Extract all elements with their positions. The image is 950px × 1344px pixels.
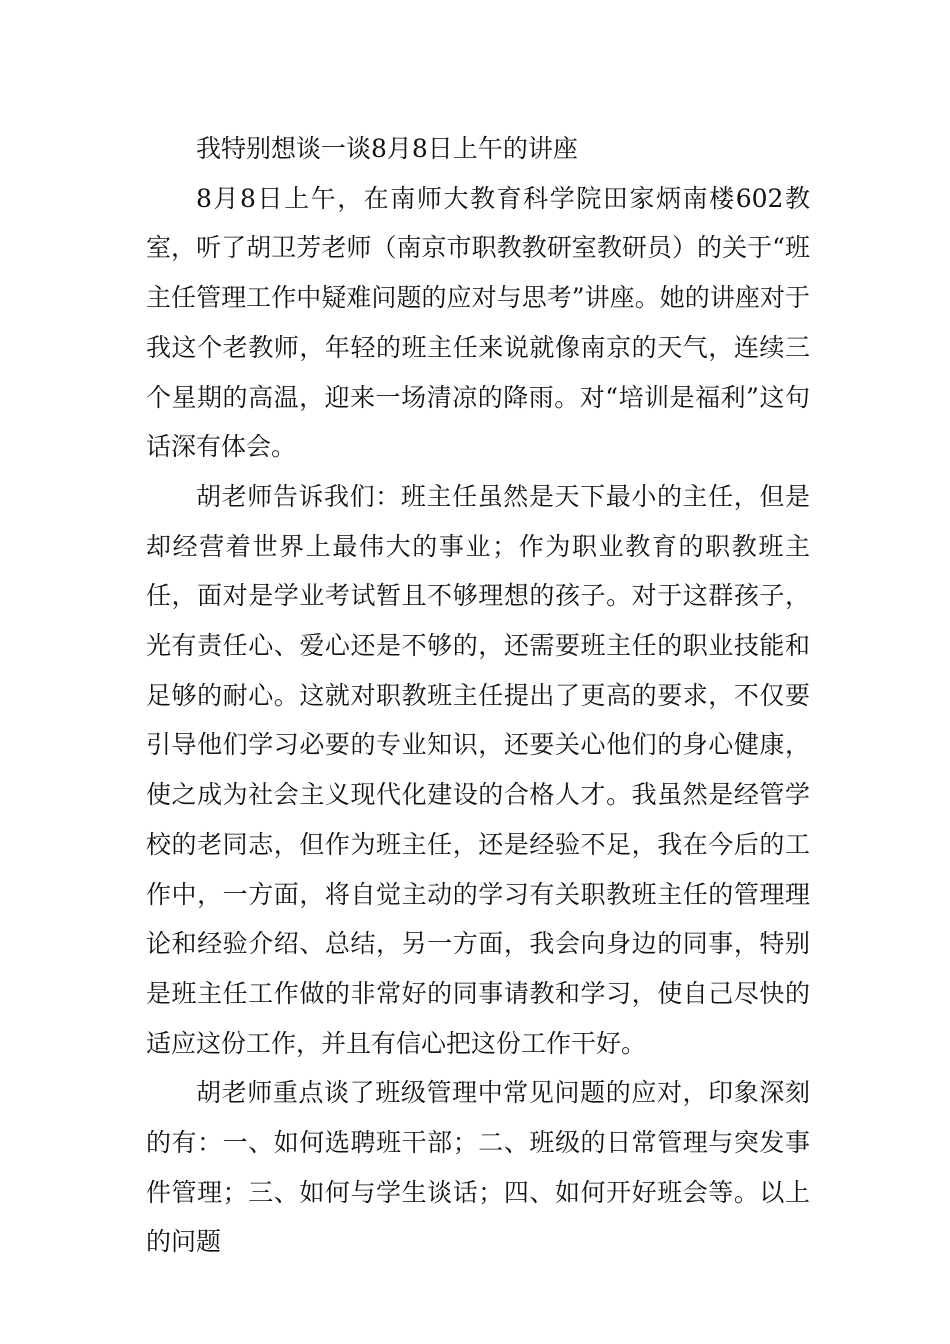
- paragraph-3: 胡老师重点谈了班级管理中常见问题的应对，印象深刻的有：一、如何选聘班干部；二、班级的日常管理与突发事件管理；三、如何与学生谈话；四、如何开好班会等。以上的问题: [146, 1078, 810, 1257]
- document-page: [146, 124, 810, 1267]
- paragraph-2: 胡老师告诉我们：班主任虽然是天下最小的主任，但是却经营着世界上最伟大的事业；作为职业教育的职教班主任，面对是学业考试暂且不够理想的孩子。对于这群孩子，光有责任心、爱心还是不够的，还需要班主任的职业技能和足够的耐心。这就对职教班主任提出了更高的要求，不仅要引导他们学习必要的专业知识，还要关心他们的身心健康，使之成为社会主义现代化建设的合格人才。我虽然是经管学校的老同志，但作为班主任，还是经验不足，我在今后的工作中，一方面，将自觉主动的学习有关职教班主任的管理理论和经验介绍、总结，另一方面，我会向身边的同事，特别是班主任工作做的非常好的同事请教和学习，使自己尽快的适应这份工作，并且有信心把这份工作干好。: [146, 481, 810, 1058]
- paragraph-1: 8月8日上午，在南师大教育科学院田家炳南楼602教室，听了胡卫芳老师（南京市职教教研室教研员）的关于“班主任管理工作中疑难问题的应对与思考”讲座。她的讲座对于我这个老教师，年轻的班主任来说就像南京的天气，连续三个星期的高温，迎来一场清凉的降雨。对“培训是福利”这句话深有体会。: [146, 183, 810, 462]
- document-title: 我特别想谈一谈8月8日上午的讲座: [196, 134, 578, 163]
